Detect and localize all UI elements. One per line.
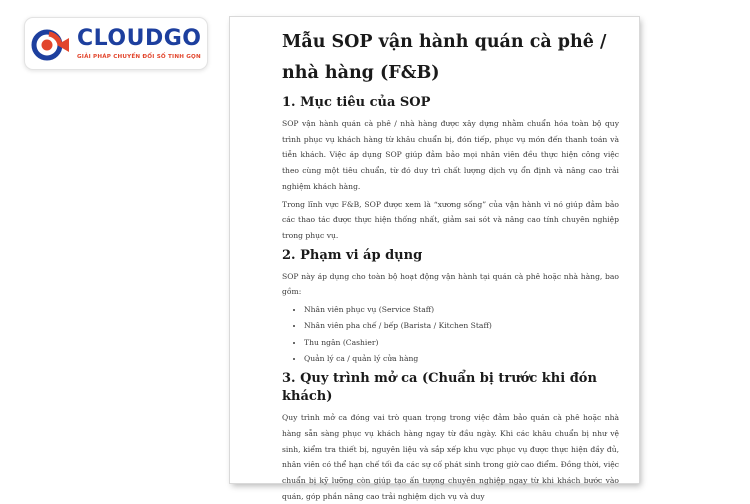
document-page bbox=[230, 17, 639, 501]
cloudgo-logo bbox=[24, 17, 208, 70]
list-item: • Nhân viên pha chế / bếp (Barista / Kitchen Staff) bbox=[304, 318, 619, 334]
logo-brand-name: CLOUDGO bbox=[77, 26, 202, 51]
document-title: Mẫu SOP vận hành quán cà phê / nhà hàng (F&B) bbox=[282, 32, 607, 83]
list-item: • Thu ngân (Cashier) bbox=[304, 335, 619, 351]
section-paragraph: Trong lĩnh vực F&B, SOP được xem là “xương sống” của vận hành vì nó giúp đảm bảo các thao tác được thực hiện thống nhất, giảm sai sót và nâng cao tính chuyên nghiệp trong phục vụ. bbox=[282, 199, 619, 240]
section-paragraph: Quy trình mở ca đóng vai trò quan trọng trong việc đảm bảo quán cà phê hoặc nhà hàng sẵn sàng phục vụ khách hàng ngay từ đầu ngày. Khi các khâu chuẩn bị như vệ sinh, kiểm tra thiết bị, nguyên liệu và sắp xếp khu vực phục vụ được thực hiện đầy đủ, nhân viên có thể hạn chế tối đa các sự cố phát sinh trong giờ cao điểm. Đồng thời, việc chuẩn bị kỹ lưỡng còn giúp tạo ấn tượng chuyên nghiệp ngay từ khi khách bước vào quán, góp phần nâng cao trải nghiệm dịch vụ và duy bbox=[282, 413, 619, 501]
document-content bbox=[230, 17, 639, 504]
logo-tagline: GIẢI PHÁP CHUYỂN ĐỔI SỐ TINH GỌN bbox=[77, 54, 201, 60]
list-item: • Nhân viên phục vụ (Service Staff) bbox=[304, 302, 619, 318]
section-heading-scope: 2. Phạm vi áp dụng bbox=[282, 247, 423, 263]
section-heading-objective: 1. Mục tiêu của SOP bbox=[282, 95, 431, 110]
section-paragraph: SOP vận hành quán cà phê / nhà hàng được xây dựng nhằm chuẩn hóa toàn bộ quy trình phục vụ khách hàng từ khâu chuẩn bị, đón tiếp, phục vụ món đến thanh toán và tiễn khách. Việc áp dụng SOP giúp đảm bảo mọi nhân viên đều thực hiện công việc theo cùng một tiêu chuẩn, từ đó duy trì chất lượng dịch vụ ổn định và nâng cao trải nghiệm khách hàng. bbox=[282, 119, 619, 191]
section-paragraph: SOP này áp dụng cho toàn bộ hoạt động vận hành tại quán cà phê hoặc nhà hàng, bao gồm: bbox=[282, 271, 619, 297]
section-heading-opening-shift: 3. Quy trình mở ca (Chuẩn bị trước khi đón khách) bbox=[282, 371, 597, 405]
scope-bullet-list bbox=[282, 302, 619, 367]
cloudgo-logo-icon bbox=[31, 28, 73, 62]
list-item: • Quản lý ca / quản lý cửa hàng bbox=[304, 351, 619, 367]
